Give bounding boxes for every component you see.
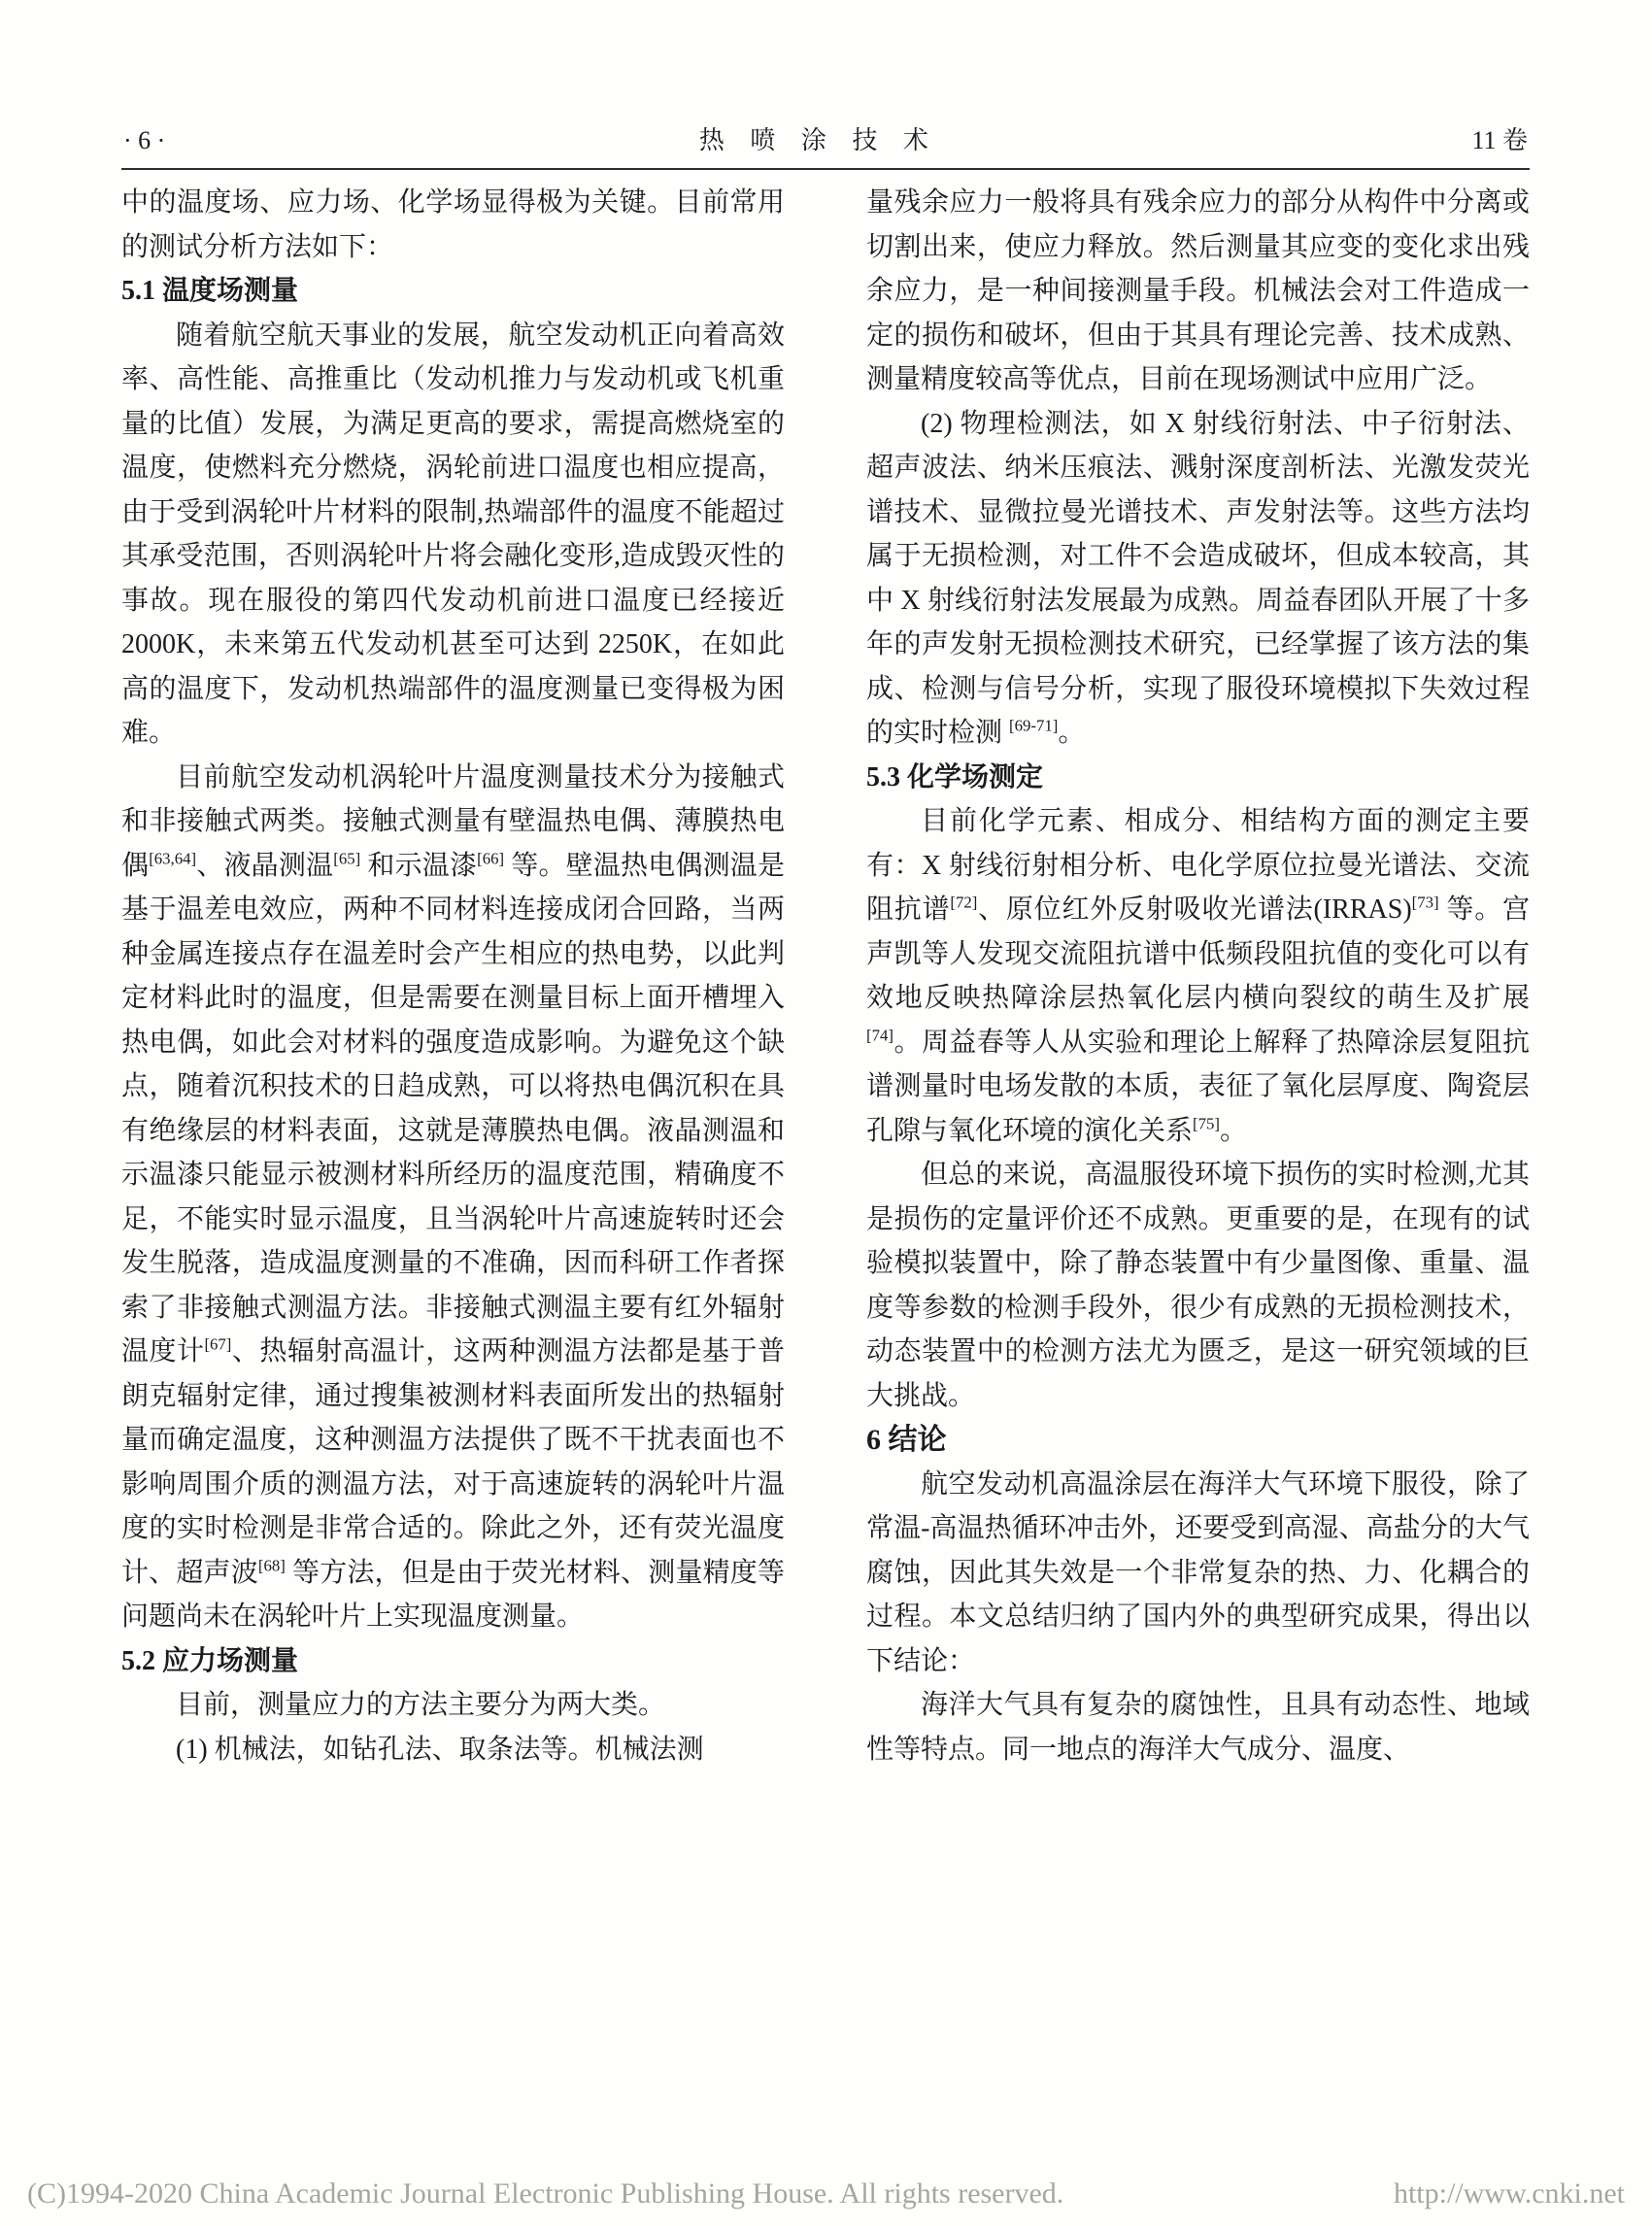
section-heading-6-conclusion: 6 结论 bbox=[866, 1424, 947, 1456]
paragraph-continuation: 中的温度场、应力场、化学场显得极为关键。目前常用的测试分析方法如下： bbox=[121, 187, 785, 262]
page-body bbox=[121, 181, 1530, 1771]
right-column bbox=[866, 181, 1530, 1771]
paragraph: 但总的来说，高温服役环境下损伤的实时检测,尤其是损伤的定量评价还不成熟。更重要的是，在现有的试验模拟装置中，除了静态装置中有少量图像、重量、温度等参数的检测手段外，很少有成熟的无损检测技术，动态装置中的检测方法尤为匮乏，是这一研究领域的巨大挑战。 bbox=[866, 1160, 1530, 1411]
paragraph: 目前化学元素、相成分、相结构方面的测定主要有：X 射线衍射相分析、电化学原位拉曼光谱法、交流阻抗谱[72]、原位红外反射吸收光谱法(IRRAS)[73] 等。宫声凯等人发现交流阻抗谱中低频段阻抗值的变化可以有效地反映热障涂层热氧化层内横向裂纹的萌生及扩展[74]。周益春等人从实验和理论上解释了热障涂层复阻抗谱测量时电场发散的本质，表征了氧化层厚度、陶瓷层孔隙与氧化环境的演化关系[75]。 bbox=[866, 806, 1530, 1146]
cnki-url: http://www.cnki.net bbox=[1393, 2177, 1625, 2209]
paragraph: 随着航空航天事业的发展，航空发动机正向着高效率、高性能、高推重比（发动机推力与发动机或飞机重量的比值）发展，为满足更高的要求，需提高燃烧室的温度，使燃料充分燃烧，涡轮前进口温度也相应提高，由于受到涡轮叶片材料的限制,热端部件的温度不能超过其承受范围，否则涡轮叶片将会融化变形,造成毁灭性的事故。现在服役的第四代发动机前进口温度已经接近2000K，未来第五代发动机甚至可达到 2250K，在如此高的温度下，发动机热端部件的温度测量已变得极为困难。 bbox=[121, 320, 785, 748]
copyright-text: (C)1994-2020 China Academic Journal Electronic Publishing House. All rights reserved. bbox=[27, 2177, 1064, 2209]
running-head bbox=[121, 120, 1530, 168]
page-header bbox=[121, 120, 1530, 170]
section-heading-5-2: 5.2 应力场测量 bbox=[121, 1645, 299, 1676]
header-rule bbox=[121, 168, 1530, 170]
paragraph-continuation: 量残余应力一般将具有残余应力的部分从构件中分离或切割出来，使应力释放。然后测量其应变的变化求出残余应力，是一种间接测量手段。机械法会对工件造成一定的损伤和破坏，但由于其具有理论完善、技术成熟、测量精度较高等优点，目前在现场测试中应用广泛。 bbox=[866, 187, 1530, 394]
page-footer bbox=[27, 2177, 1625, 2210]
page-number: · 6 · bbox=[123, 126, 166, 154]
volume-label: 11 卷 bbox=[1471, 126, 1528, 154]
paragraph: (2) 物理检测法，如 X 射线衍射法、中子衍射法、超声波法、纳米压痕法、溅射深度剖析法、光激发荧光谱技术、显微拉曼光谱技术、声发射法等。这些方法均属于无损检测，对工件不会造成破坏，但成本较高，其中 X 射线衍射法发展最为成熟。周益春团队开展了十多年的声发射无损检测技术研究，已经掌握了该方法的集成、检测与信号分析，实现了服役环境模拟下失效过程的实时检测 [69-71]。 bbox=[866, 408, 1530, 748]
paragraph: 目前，测量应力的方法主要分为两大类。 bbox=[176, 1690, 666, 1720]
left-column bbox=[121, 181, 785, 1771]
paragraph: 海洋大气具有复杂的腐蚀性，且具有动态性、地域性等特点。同一地点的海洋大气成分、温度、 bbox=[866, 1690, 1530, 1765]
section-heading-5-1: 5.1 温度场测量 bbox=[121, 276, 299, 306]
paragraph: 目前航空发动机涡轮叶片温度测量技术分为接触式和非接触式两类。接触式测量有壁温热电偶、薄膜热电偶[63,64]、液晶测温[65] 和示温漆[66] 等。壁温热电偶测温是基于温差电效应，两种不同材料连接成闭合回路，当两种金属连接点存在温差时会产生相应的热电势，以此判定材料此时的温度，但是需要在测量目标上面开槽埋入热电偶，如此会对材料的强度造成影响。为避免这个缺点，随着沉积技术的日趋成熟，可以将热电偶沉积在具有绝缘层的材料表面，这就是薄膜热电偶。液晶测温和示温漆只能显示被测材料所经历的温度范围，精确度不足，不能实时显示温度，且当涡轮叶片高速旋转时还会发生脱落，造成温度测量的不准确，因而科研工作者探索了非接触式测温方法。非接触式测温主要有红外辐射温度计[67]、热辐射高温计，这两种测温方法都是基于普朗克辐射定律，通过搜集被测材料表面所发出的热辐射量而确定温度，这种测温方法提供了既不干扰表面也不影响周围介质的测温方法，对于高速旋转的涡轮叶片温度的实时检测是非常合适的。除此之外，还有荧光温度计、超声波[68] 等方法，但是由于荧光材料、测量精度等问题尚未在涡轮叶片上实现温度测量。 bbox=[121, 761, 785, 1632]
section-heading-5-3: 5.3 化学场测定 bbox=[866, 761, 1044, 793]
paragraph: (1) 机械法，如钻孔法、取条法等。机械法测 bbox=[176, 1734, 704, 1765]
paragraph: 航空发动机高温涂层在海洋大气环境下服役，除了常温-高温热循环冲击外，还要受到高湿、高盐分的大气腐蚀，因此其失效是一个非常复杂的热、力、化耦合的过程。本文总结归纳了国内外的典型研究成果，得出以下结论： bbox=[866, 1468, 1530, 1676]
journal-title: 热 喷 涂 技 术 bbox=[698, 126, 938, 154]
